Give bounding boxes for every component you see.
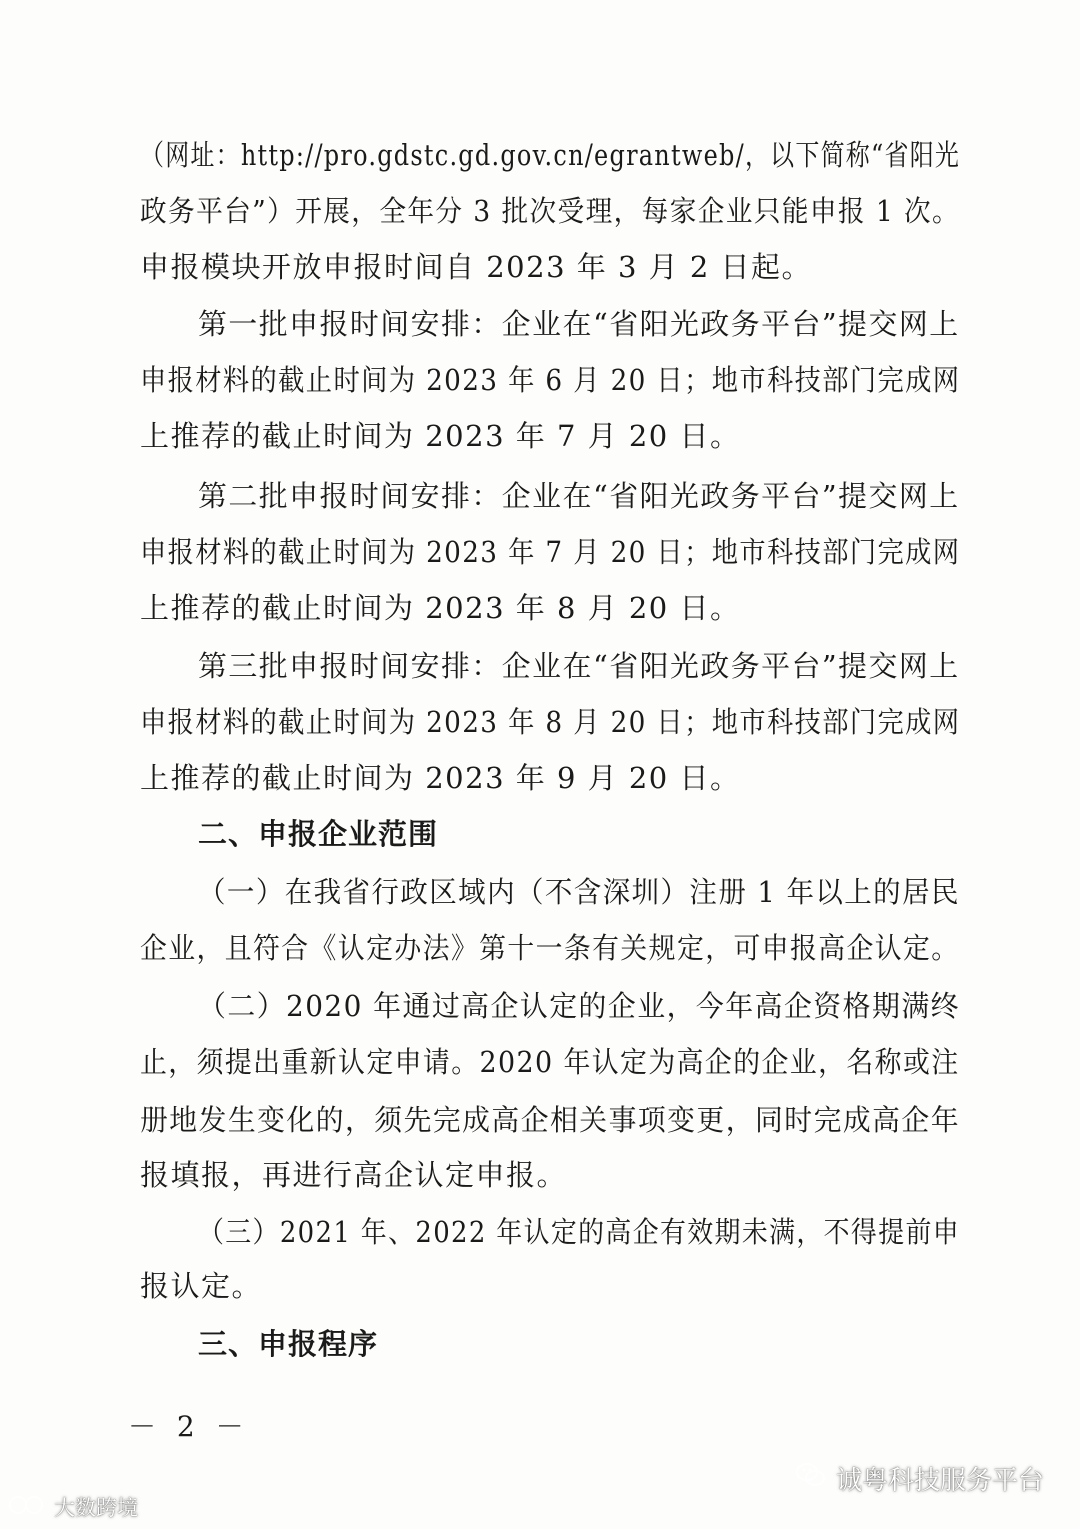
text-line: 企业，且符合《认定办法》第十一条有关规定，可申报高企认定。: [140, 931, 960, 965]
text-line: （二）2020 年通过高企认定的企业，今年高企资格期满终: [198, 989, 961, 1023]
text-line: 册地发生变化的，须先完成高企相关事项变更，同时完成高企年: [140, 1103, 961, 1137]
text-line: 申报材料的截止时间为 2023 年 8 月 20 日；地市科技部门完成网: [140, 705, 961, 739]
text-line: （一）在我省行政区域内（不含深圳）注册 1 年以上的居民: [198, 875, 960, 909]
watermark-brand-text: 大数跨境: [54, 1496, 138, 1520]
text-line: 上推荐的截止时间为 2023 年 7 月 20 日。: [140, 419, 741, 453]
section-heading: 二、申报企业范围: [198, 817, 439, 851]
text-line: （网址：http://pro.gdstc.gd.gov.cn/egrantweb/，以下简称“省阳光: [140, 138, 961, 172]
text-line: 上推荐的截止时间为 2023 年 8 月 20 日。: [140, 591, 741, 625]
text-line: （三）2021 年、2022 年认定的高企有效期未满，不得提前申: [198, 1215, 961, 1249]
text-line: 第三批申报时间安排：企业在“省阳光政务平台”提交网上: [198, 649, 960, 683]
text-line: 第二批申报时间安排：企业在“省阳光政务平台”提交网上: [198, 479, 960, 513]
text-line: 报认定。: [140, 1269, 263, 1303]
watermark-wechat-text: 诚粤科技服务平台: [835, 1466, 1044, 1496]
text-line: 申报模块开放申报时间自 2023 年 3 月 2 日起。: [140, 250, 813, 284]
text-line: 申报材料的截止时间为 2023 年 6 月 20 日；地市科技部门完成网: [140, 363, 961, 397]
section-heading: 三、申报程序: [198, 1327, 379, 1361]
text-line: 第一批申报时间安排：企业在“省阳光政务平台”提交网上: [198, 307, 960, 341]
text-line: 报填报，再进行高企认定申报。: [140, 1158, 568, 1192]
text-line: 申报材料的截止时间为 2023 年 7 月 20 日；地市科技部门完成网: [140, 535, 961, 569]
brand-logo-icon: [8, 1493, 48, 1522]
wechat-icon: [796, 1462, 826, 1495]
text-line: 上推荐的截止时间为 2023 年 9 月 20 日。: [140, 761, 741, 795]
page-number: － 2 －: [128, 1410, 250, 1443]
text-line: 政务平台”）开展，全年分 3 批次受理，每家企业只能申报 1 次。: [140, 194, 961, 228]
watermark-wechat: [796, 1460, 1044, 1497]
watermark-brand: [8, 1492, 138, 1522]
text-line: 止，须提出重新认定申请。2020 年认定为高企的企业，名称或注: [140, 1045, 960, 1079]
